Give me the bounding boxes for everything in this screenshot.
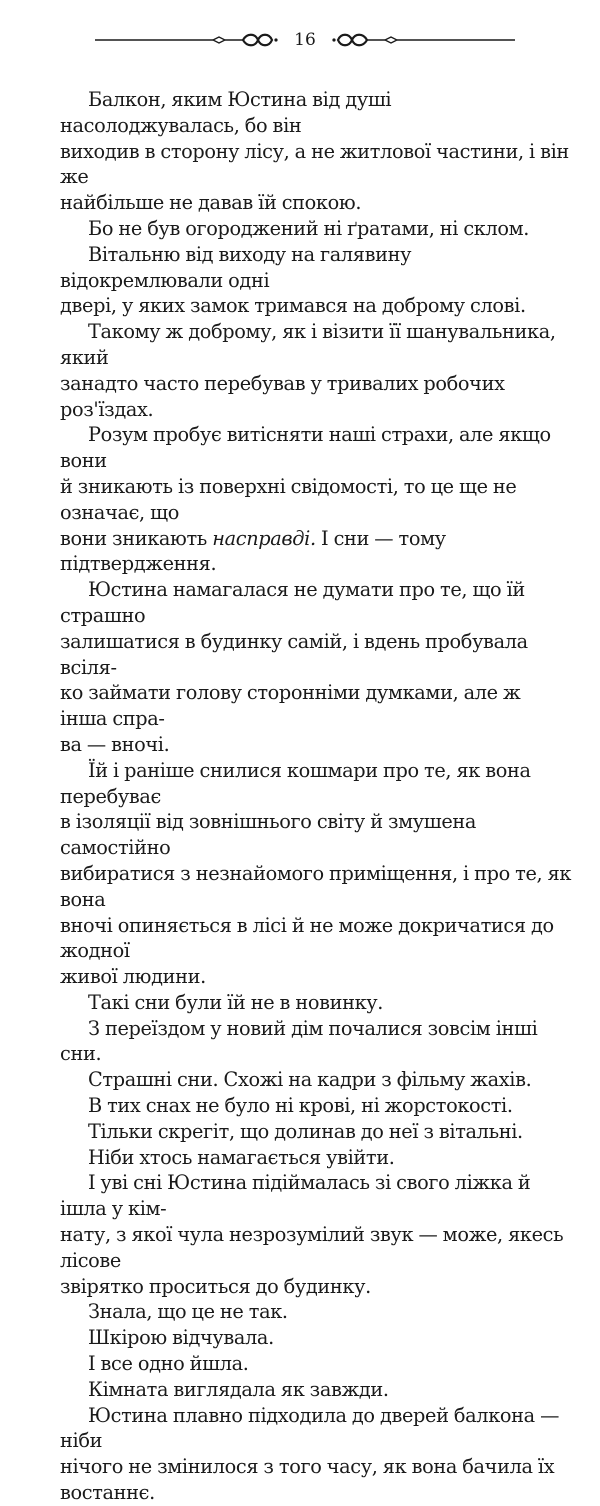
- italic-emphasis: насправді.: [212, 526, 316, 550]
- paragraph: Їй і раніше снилися кошмари про те, як вона перебуває в ізоляції від зовнішнього світу й змушена самостійно вибиратися з незнайомого приміщення, і про те, як вона вночі опиняється в лісі й не може докричатися до жодної живої людини.: [60, 758, 572, 989]
- paragraph: Кімната виглядала як завжди.: [88, 1377, 389, 1401]
- paragraph: Балкон, яким Юстина від душі насолоджувалась, бо він виходив в сторону лісу, а не житлової частини, і він же найбільше не давав їй спокою.: [60, 88, 569, 215]
- paragraph: Тільки скрегіт, що долинав до неї з вітальні.: [88, 1119, 523, 1143]
- paragraph: Страшні сни. Схожі на кадри з фільму жахів.: [88, 1068, 532, 1092]
- paragraph: І уві сні Юстина підіймалась зі свого ліжка й ішла у кім- нату, з якої чула незрозумілий звук — може, якесь лісове звірятко проситься до будинку.: [60, 1171, 564, 1298]
- page-number: 16: [294, 30, 316, 50]
- paragraph: Розум пробує витісняти наші страхи, але якщо вони й зникають із поверхні свідомості, то це ще не означає, що вони зникають насправді. І сни — тому підтвердження.: [60, 423, 551, 576]
- paragraph: Ніби хтось намагається увійти.: [88, 1145, 395, 1169]
- paragraph: Вітальню від виходу на галявину відокремлювали одні двері, у яких замок тримався на доброму слові.: [60, 242, 526, 318]
- body-text: [60, 87, 572, 1506]
- paragraph: Бо не був огороджений ні ґратами, ні склом.: [88, 216, 530, 240]
- paragraph: В тих снах не було ні крові, ні жорстокості.: [88, 1094, 513, 1118]
- paragraph: І все одно йшла.: [88, 1352, 249, 1376]
- paragraph: Знала, що це не так.: [88, 1300, 288, 1324]
- paragraph: Шкірою відчувала.: [88, 1326, 274, 1350]
- paragraph: Юстина плавно підходила до дверей балкона — ніби нічого не змінилося з того часу, як вона бачила їх востаннє.: [60, 1403, 560, 1505]
- paragraph: З переїздом у новий дім почалися зовсім інші сни.: [60, 1016, 538, 1066]
- running-header: [95, 28, 515, 52]
- paragraph: Такі сни були їй не в новинку.: [88, 990, 384, 1014]
- paragraph: Такому ж доброму, як і візити її шанувальника, який занадто часто перебував у тривалих робочих роз'їздах.: [60, 320, 556, 421]
- paragraph: Юстина намагалася не думати про те, що їй страшно залишатися в будинку самій, і вдень пробувала всіля- ко займати голову сторонніми думками, але ж інша спра- ва — вночі.: [60, 578, 528, 756]
